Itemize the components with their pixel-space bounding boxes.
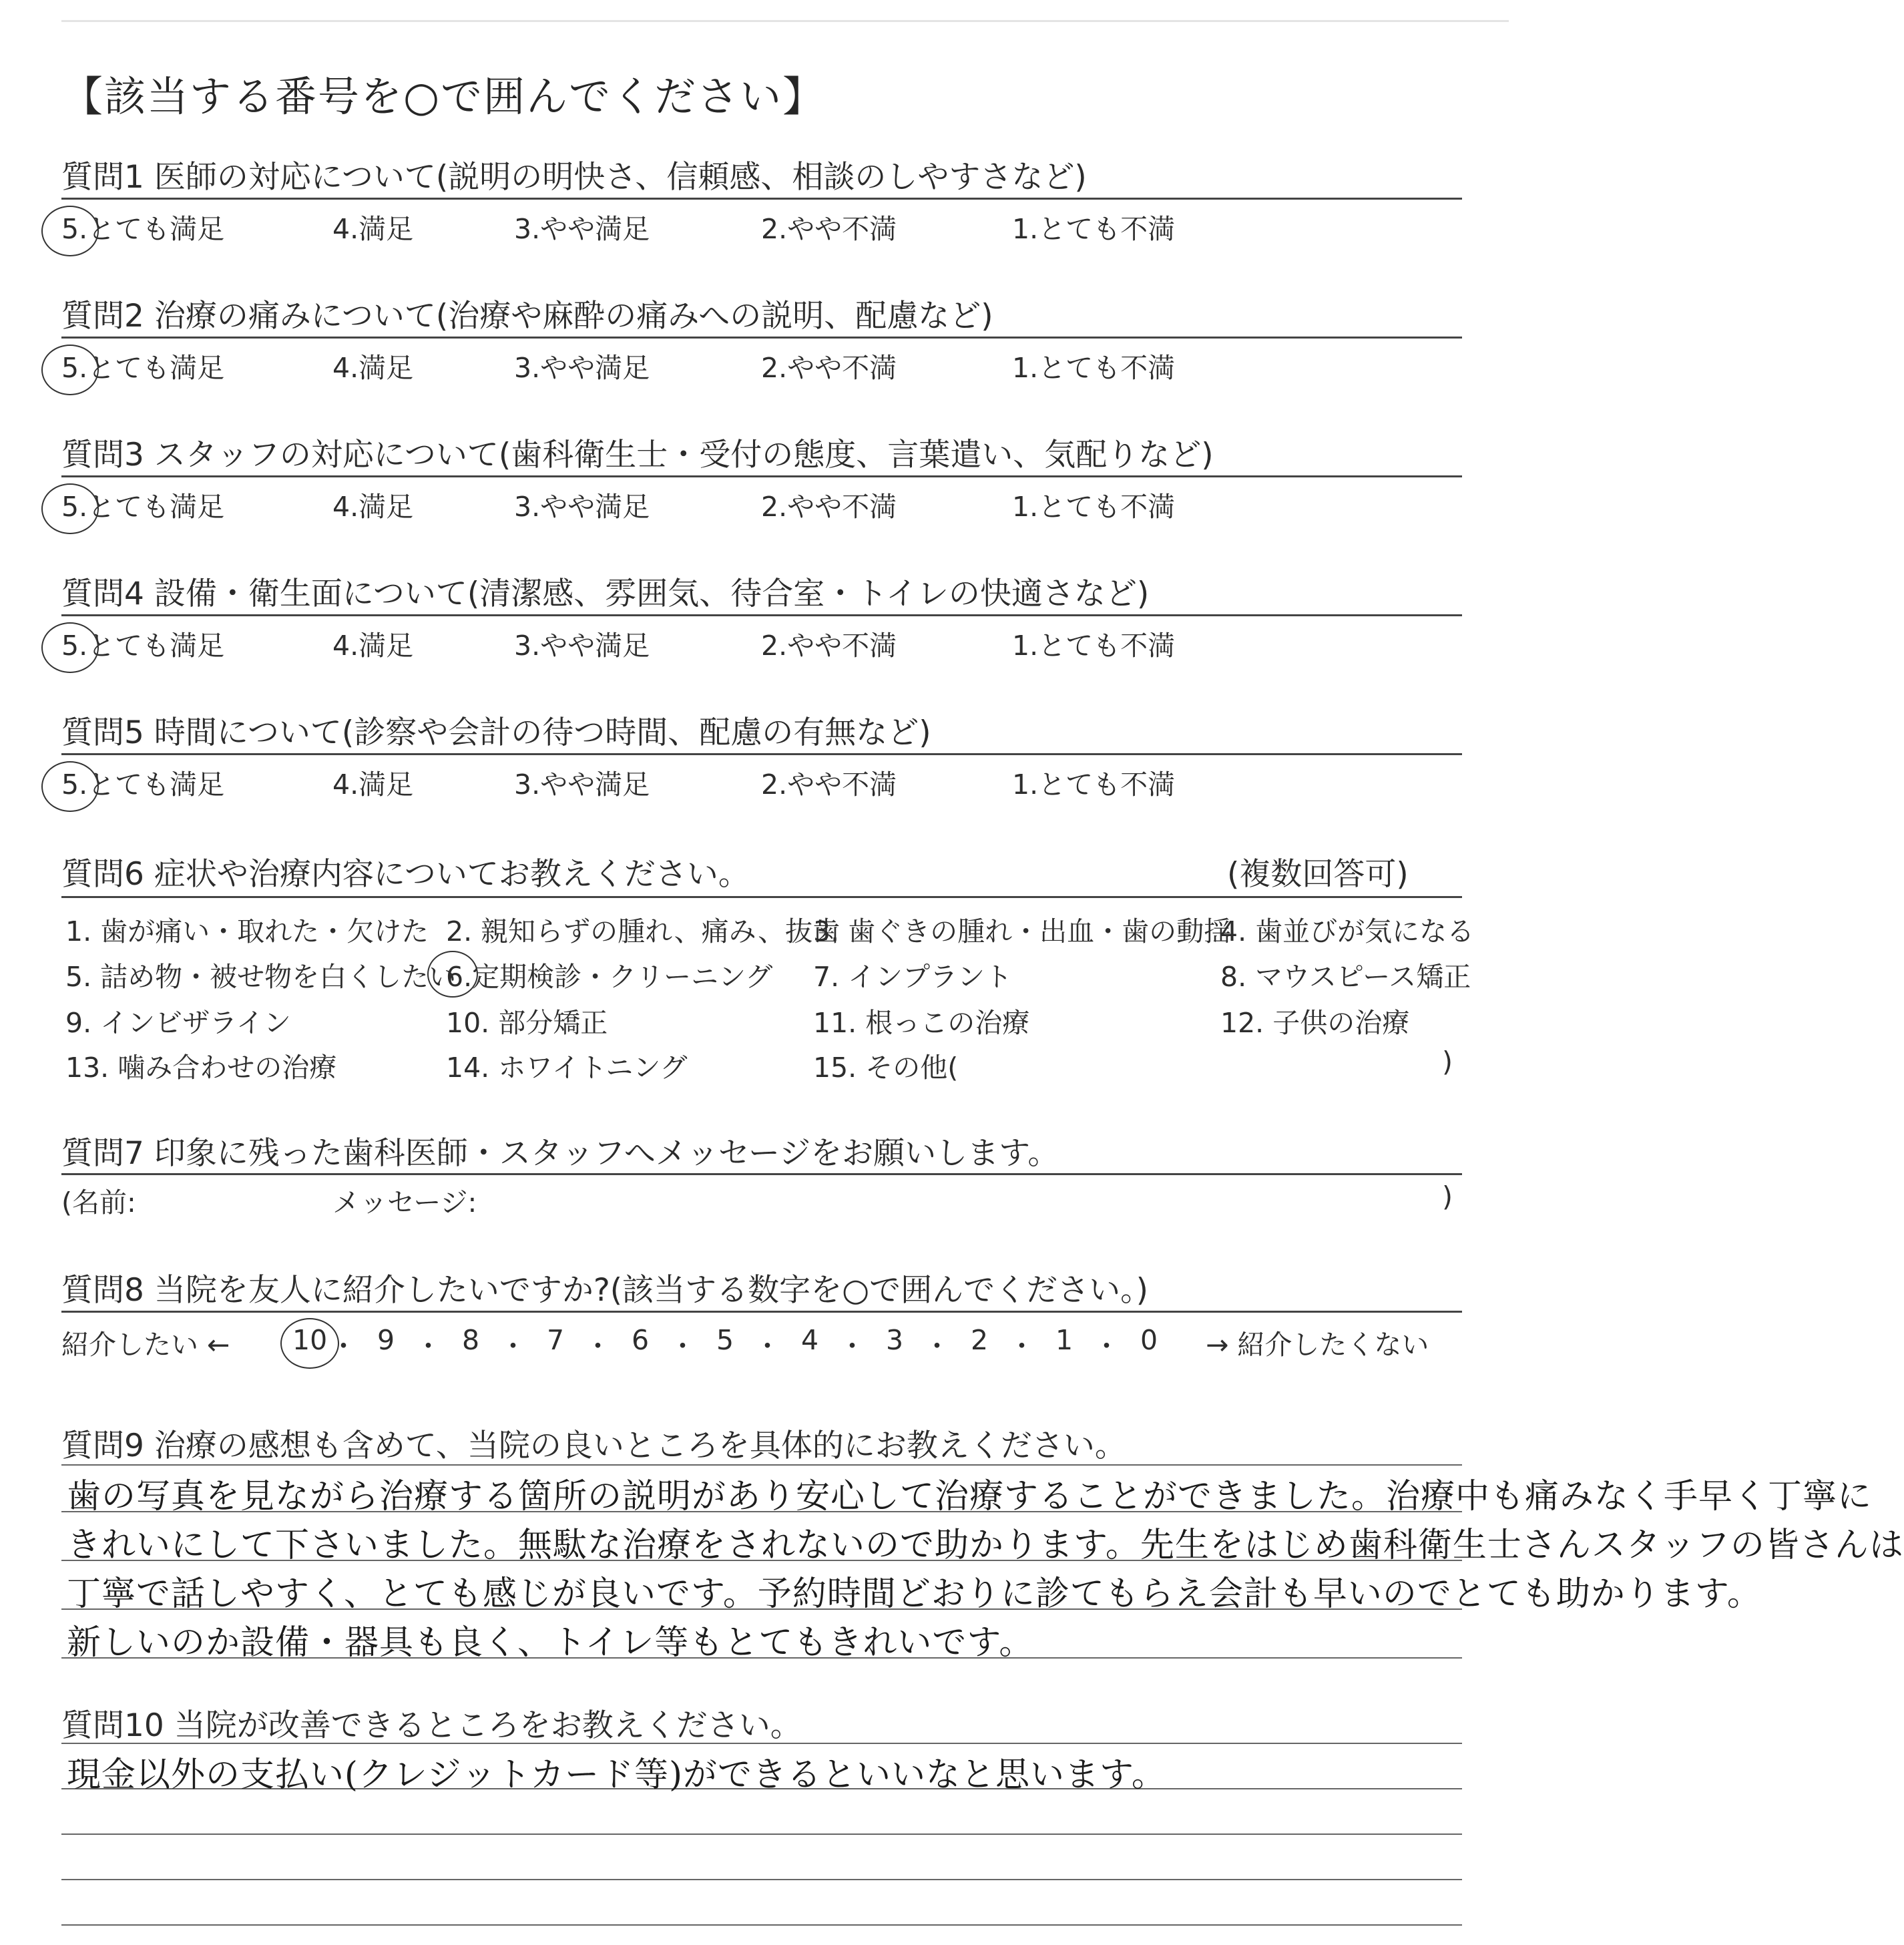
q5-answer-circle — [41, 761, 99, 812]
rating-option: 1.とても不満 — [1012, 630, 1176, 662]
q9-answer-line: 新しいのか設備・器具も良く、トイレ等もとてもきれいです。 — [67, 1623, 1034, 1663]
scale-number: 1 — [1055, 1324, 1074, 1356]
q6-option: 14. ホワイトニング — [446, 1052, 688, 1084]
rating-option: 1.とても不満 — [1012, 352, 1176, 384]
q8-right-label: → 紹介したくない — [1206, 1329, 1429, 1361]
q3-answer-circle — [41, 483, 99, 534]
q9-line-rule — [61, 1608, 1462, 1610]
q10-answer-line: 現金以外の支払い(クレジットカード等)ができるといいなと思います。 — [67, 1755, 1166, 1795]
scale-number: 10 — [292, 1324, 328, 1356]
rating-option: 5.とても満足 — [61, 213, 225, 245]
scale-separator: ・ — [839, 1330, 866, 1362]
q9-title: 質問9 治療の感想も含めて、当院の良いところを具体的にお教えください。 — [61, 1428, 1126, 1464]
q6-option: 12. 子供の治療 — [1220, 1007, 1410, 1039]
q7-name-label: (名前: — [61, 1186, 136, 1219]
q2-title: 質問2 治療の痛みについて(治療や麻酔の痛みへの説明、配慮など) — [61, 298, 993, 335]
scale-separator: ・ — [1008, 1330, 1035, 1362]
q9-line-rule — [61, 1560, 1462, 1561]
rating-option: 5.とても満足 — [61, 491, 225, 523]
scale-separator: ・ — [754, 1330, 781, 1362]
q6-option: 4. 歯並びが気になる — [1220, 915, 1475, 947]
scale-separator: ・ — [499, 1330, 527, 1362]
q10-line-rule — [61, 1833, 1462, 1835]
scale-separator: ・ — [1093, 1330, 1120, 1362]
rating-option: 4.満足 — [332, 491, 414, 523]
q6-option: 13. 噛み合わせの治療 — [65, 1052, 337, 1084]
rating-option: 3.やや満足 — [514, 491, 650, 523]
q6-option: 1. 歯が痛い・取れた・欠けた — [65, 915, 429, 947]
scale-number: 2 — [971, 1324, 989, 1356]
q4-answer-circle — [41, 622, 99, 673]
q9-line-rule — [61, 1511, 1462, 1512]
rating-option: 5.とても満足 — [61, 352, 225, 384]
rating-option: 2.やや不満 — [761, 630, 897, 662]
rating-option: 2.やや不満 — [761, 352, 897, 384]
q7-rule — [61, 1173, 1462, 1175]
q6-close-paren: ) — [1442, 1046, 1453, 1078]
rating-option: 3.やや満足 — [514, 630, 650, 662]
rating-option: 5.とても満足 — [61, 630, 225, 662]
q10-line-rule — [61, 1924, 1462, 1926]
q10-top-rule — [61, 1743, 1462, 1744]
scale-number: 3 — [886, 1324, 904, 1356]
rating-option: 2.やや不満 — [761, 769, 897, 801]
top-border — [61, 20, 1509, 22]
q8-left-label: 紹介したい ← — [61, 1329, 230, 1361]
q8-title: 質問8 当院を友人に紹介したいですか?(該当する数字を○で囲んでください。) — [61, 1272, 1148, 1309]
rating-option: 4.満足 — [332, 213, 414, 245]
q9-answer-line: きれいにして下さいました。無駄な治療をされないので助かります。先生をはじめ歯科衛生士さんスタッフの皆さんは — [67, 1526, 1904, 1565]
q1-answer-circle — [41, 206, 99, 256]
rating-option: 1.とても不満 — [1012, 213, 1176, 245]
rating-option: 2.やや不満 — [761, 213, 897, 245]
rating-option: 3.やや満足 — [514, 213, 650, 245]
q6-option: 2. 親知らずの腫れ、痛み、抜歯 — [446, 915, 841, 947]
q9-line-rule — [61, 1657, 1462, 1659]
scale-separator: ・ — [415, 1330, 442, 1362]
q7-message-label: メッセージ: — [332, 1186, 477, 1219]
q6-option: 9. インビザライン — [65, 1007, 291, 1039]
q5-rule — [61, 753, 1462, 755]
rating-option: 1.とても不満 — [1012, 491, 1176, 523]
q2-rule — [61, 337, 1462, 339]
q3-title: 質問3 スタッフの対応について(歯科衛生士・受付の態度、言葉遣い、気配りなど) — [61, 437, 1214, 473]
q10-title: 質問10 当院が改善できるところをお教えください。 — [61, 1707, 802, 1744]
rating-option: 4.満足 — [332, 630, 414, 662]
q4-title: 質問4 設備・衛生面について(清潔感、雰囲気、待合室・トイレの快適さなど) — [61, 576, 1150, 612]
scale-number: 9 — [377, 1324, 395, 1356]
q1-title: 質問1 医師の対応について(説明の明快さ、信頼感、相談のしやすさなど) — [61, 159, 1087, 196]
rating-option: 3.やや満足 — [514, 352, 650, 384]
q6-note: (複数回答可) — [1227, 856, 1409, 893]
rating-option: 4.満足 — [332, 352, 414, 384]
q8-answer-circle — [280, 1318, 339, 1369]
scale-separator: ・ — [584, 1330, 612, 1362]
q6-answer-circle — [427, 951, 478, 998]
q8-rule — [61, 1311, 1462, 1313]
q6-option: 10. 部分矯正 — [446, 1007, 608, 1039]
scale-number: 7 — [547, 1324, 565, 1356]
q9-answer-line: 丁寧で話しやすく、とても感じが良いです。予約時間どおりに診てもらえ会計も早いのでとても助かります。 — [67, 1574, 1762, 1614]
q10-line-rule — [61, 1879, 1462, 1880]
q7-close-paren: ) — [1442, 1180, 1453, 1213]
q6-option: 11. 根っこの治療 — [813, 1007, 1030, 1039]
q6-rule — [61, 896, 1462, 898]
q9-top-rule — [61, 1464, 1462, 1466]
scale-separator: ・ — [330, 1330, 357, 1362]
scale-number: 0 — [1140, 1324, 1158, 1356]
scale-number: 8 — [462, 1324, 480, 1356]
rating-option: 1.とても不満 — [1012, 769, 1176, 801]
q6-option: 15. その他( — [813, 1052, 959, 1084]
scale-separator: ・ — [669, 1330, 696, 1362]
rating-option: 2.やや不満 — [761, 491, 897, 523]
rating-option: 5.とても満足 — [61, 769, 225, 801]
q6-title: 質問6 症状や治療内容についてお教えください。 — [61, 856, 750, 893]
scale-number: 6 — [632, 1324, 650, 1356]
rating-option: 4.満足 — [332, 769, 414, 801]
q4-rule — [61, 614, 1462, 616]
q6-option: 3. 歯ぐきの腫れ・出血・歯の動揺 — [813, 915, 1232, 947]
scale-separator: ・ — [923, 1330, 951, 1362]
form-header: 【該当する番号を○で囲んでください】 — [61, 72, 826, 121]
q6-option: 5. 詰め物・被せ物を白くしたい — [65, 961, 457, 993]
q3-rule — [61, 475, 1462, 477]
q2-answer-circle — [41, 345, 99, 395]
q9-answer-line: 歯の写真を見ながら治療する箇所の説明があり安心して治療することができました。治療中も痛みなく手早く丁寧に — [67, 1477, 1873, 1516]
q6-option: 8. マウスピース矯正 — [1220, 961, 1471, 993]
scale-number: 4 — [801, 1324, 819, 1356]
scale-number: 5 — [716, 1324, 734, 1356]
q6-option: 6.定期検診・クリーニング — [446, 961, 773, 993]
q1-rule — [61, 198, 1462, 200]
q7-title: 質問7 印象に残った歯科医師・スタッフへメッセージをお願いします。 — [61, 1135, 1059, 1172]
rating-option: 3.やや満足 — [514, 769, 650, 801]
q6-option: 7. インプラント — [813, 961, 1013, 993]
q5-title: 質問5 時間について(診察や会計の待つ時間、配慮の有無など) — [61, 714, 931, 751]
